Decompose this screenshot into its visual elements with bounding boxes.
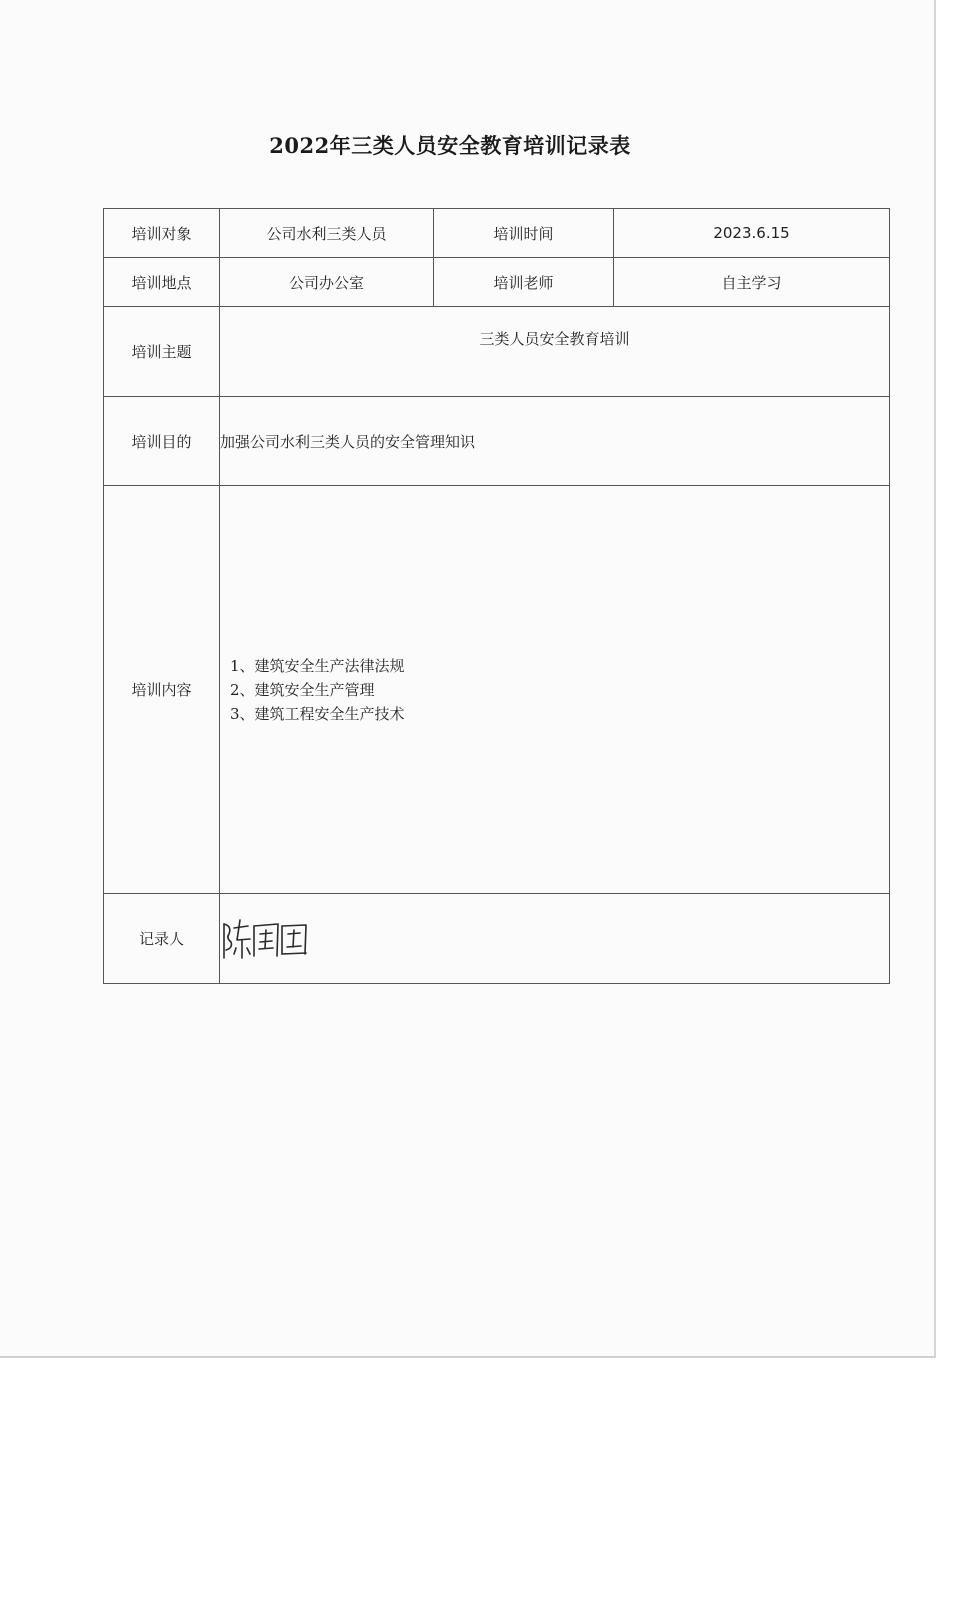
recorder-signature-cell xyxy=(220,894,890,984)
row-purpose xyxy=(104,397,890,486)
content-item: 1、建筑安全生产法律法规 xyxy=(230,656,405,675)
document-title: 2022年三类人员安全教育培训记录表 xyxy=(269,133,631,158)
recorder-label: 记录人 xyxy=(104,894,220,984)
time-value: 2023.6.15 xyxy=(614,209,890,258)
location-label: 培训地点 xyxy=(104,258,220,307)
row-target-time xyxy=(104,209,890,258)
topic-label: 培训主题 xyxy=(104,307,220,397)
time-label: 培训时间 xyxy=(434,209,614,258)
purpose-label: 培训目的 xyxy=(104,397,220,486)
training-record-table xyxy=(103,208,890,984)
content-cell xyxy=(220,486,890,894)
target-label: 培训对象 xyxy=(104,209,220,258)
row-topic xyxy=(104,307,890,397)
content-label: 培训内容 xyxy=(104,486,220,894)
target-value: 公司水利三类人员 xyxy=(220,209,434,258)
topic-value: 三类人员安全教育培训 xyxy=(479,329,630,348)
purpose-value: 加强公司水利三类人员的安全管理知识 xyxy=(220,397,890,486)
content-item: 3、建筑工程安全生产技术 xyxy=(230,704,405,723)
topic-cell xyxy=(220,307,890,397)
teacher-value: 自主学习 xyxy=(614,258,890,307)
row-content xyxy=(104,486,890,894)
teacher-label: 培训老师 xyxy=(434,258,614,307)
content-list xyxy=(220,654,889,726)
content-item: 2、建筑安全生产管理 xyxy=(230,680,375,699)
row-recorder xyxy=(104,894,890,984)
handwritten-signature xyxy=(220,916,310,962)
location-value: 公司办公室 xyxy=(220,258,434,307)
row-location-teacher xyxy=(104,258,890,307)
